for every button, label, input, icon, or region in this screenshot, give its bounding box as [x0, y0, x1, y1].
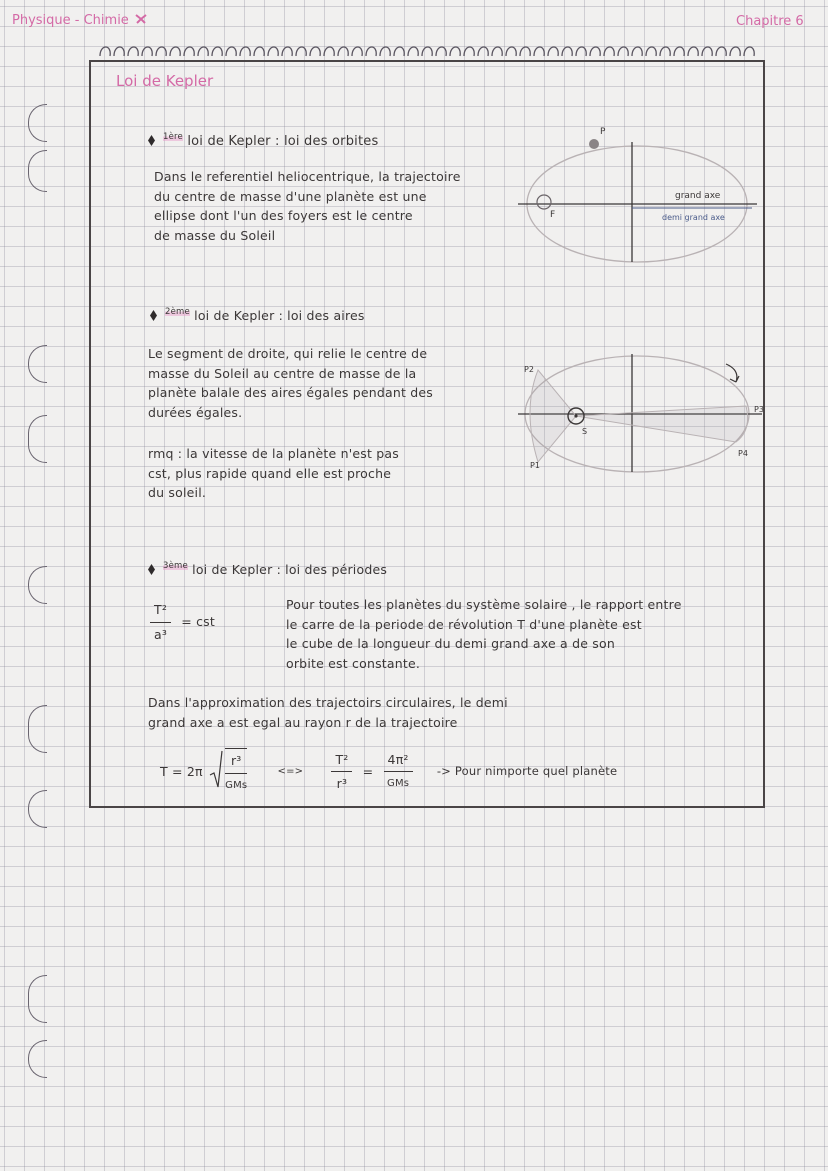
law1-line: Dans le referentiel heliocentrique, la trajectoire — [154, 169, 461, 184]
law2-heading-sup: 2ème — [165, 307, 190, 317]
label-grand-axe: grand axe — [675, 191, 721, 201]
page-title: Loi de Kepler — [116, 72, 214, 90]
formula2-fraction-right — [384, 750, 413, 794]
law1-heading — [148, 128, 378, 152]
punch-hole — [28, 345, 47, 383]
ratio-denominator: a³ — [153, 626, 168, 642]
sun-circle — [537, 195, 551, 209]
law2-remark — [148, 444, 399, 503]
label-demi-grand-axe: demi grand axe — [662, 213, 725, 222]
direction-arrow-icon — [726, 364, 739, 382]
remark-line: cst, plus rapide quand elle est proche — [148, 465, 392, 481]
ratio-equals: = cst — [181, 613, 215, 629]
law1-line: du centre de masse d'une planète est une — [154, 188, 427, 204]
law2-line: planète balale des aires égales pendant des — [148, 385, 434, 401]
ratio-fraction — [150, 600, 171, 644]
law3-heading — [148, 557, 387, 580]
law2-heading-text: loi de Kepler : loi des aires — [194, 308, 365, 323]
swept-area-right — [576, 406, 748, 442]
ribbon-icon — [133, 12, 149, 30]
law3-heading-sup: 3ème — [163, 561, 188, 571]
orbit-ellipse-diagram — [512, 122, 764, 264]
punch-hole — [28, 975, 47, 1023]
period-formula — [160, 748, 617, 795]
planet-dot — [589, 139, 599, 149]
punch-hole — [28, 1040, 47, 1078]
law3-text — [286, 595, 682, 673]
law3-line: Pour toutes les planètes du système solaire , le rapport entre — [286, 597, 682, 612]
law1-text — [154, 167, 461, 245]
label-f: F — [550, 210, 556, 220]
swept-area-left — [530, 370, 576, 462]
law2-heading — [150, 303, 365, 326]
law3-line: orbite est constante. — [286, 655, 421, 671]
law2-line: Le segment de droite, qui relie le centre de — [148, 346, 428, 361]
remark-line: du soleil. — [148, 485, 207, 501]
law1-line: ellipse dont l'un des foyers est le centre — [154, 208, 413, 224]
areas-diagram — [512, 350, 774, 480]
law1-heading-sup: 1ère — [163, 132, 183, 142]
law1-line: de masse du Soleil — [154, 227, 276, 243]
label-s: S — [582, 427, 588, 436]
formula2-fraction-left — [331, 750, 352, 794]
remark-line: rmq : la vitesse de la planète n'est pas — [148, 446, 399, 461]
label-p1: P1 — [530, 461, 540, 470]
chapter-header: Chapitre 6 — [736, 14, 804, 29]
punch-hole — [28, 566, 47, 604]
punch-hole — [28, 150, 47, 192]
sqrt-fraction — [225, 748, 247, 795]
label-p2: P2 — [524, 365, 534, 374]
sun-center-dot — [574, 414, 577, 417]
formula2-numerator: T² — [331, 750, 352, 773]
law2-text — [148, 344, 433, 422]
law2-line: durées égales. — [148, 404, 243, 420]
law3-line: le cube de la longueur du demi grand axe a de son — [286, 636, 615, 652]
label-p3: P3 — [754, 405, 764, 414]
sqrt-denominator: GMs — [225, 779, 248, 791]
law3-line: le carre de la periode de révolution T d'une planète est — [286, 616, 642, 632]
punch-hole — [28, 104, 47, 142]
law1-heading-text: loi de Kepler : loi des orbites — [187, 134, 379, 149]
law3-heading-text: loi de Kepler : loi des périodes — [192, 562, 388, 577]
law2-line: masse du Soleil au centre de masse de la — [148, 365, 417, 381]
label-p: P — [600, 127, 606, 137]
approximation-text — [148, 693, 508, 732]
subject-header — [12, 12, 149, 30]
sqrt-sign-icon — [209, 749, 223, 795]
spiral-loops — [100, 47, 754, 56]
formula-lhs: T = 2π — [160, 763, 203, 779]
ratio-numerator: T² — [150, 600, 171, 623]
punch-hole — [28, 790, 47, 828]
formula-note: -> Pour nimporte quel planète — [436, 763, 618, 778]
formula2-right-denominator: GMs — [387, 778, 410, 790]
punch-hole — [28, 415, 47, 463]
approx-line: Dans l'approximation des trajectoirs circulaires, le demi — [148, 695, 508, 710]
kepler-ratio — [150, 600, 215, 644]
punch-hole — [28, 705, 47, 753]
equivalence-sign: <=> — [277, 765, 304, 777]
diamond-bullet-icon — [148, 135, 155, 146]
label-p4: P4 — [738, 449, 748, 458]
diamond-bullet-icon — [148, 564, 155, 575]
diamond-bullet-icon — [150, 310, 157, 321]
formula2-right-numerator: 4π² — [384, 750, 413, 773]
sqrt-numerator: r³ — [225, 751, 247, 774]
subject-text: Physique - Chimie — [12, 13, 129, 28]
approx-line: grand axe a est egal au rayon r de la trajectoire — [148, 714, 458, 730]
formula2-equals: = — [362, 763, 374, 779]
formula2-denominator: r³ — [336, 776, 348, 792]
spiral-binding — [96, 38, 766, 62]
